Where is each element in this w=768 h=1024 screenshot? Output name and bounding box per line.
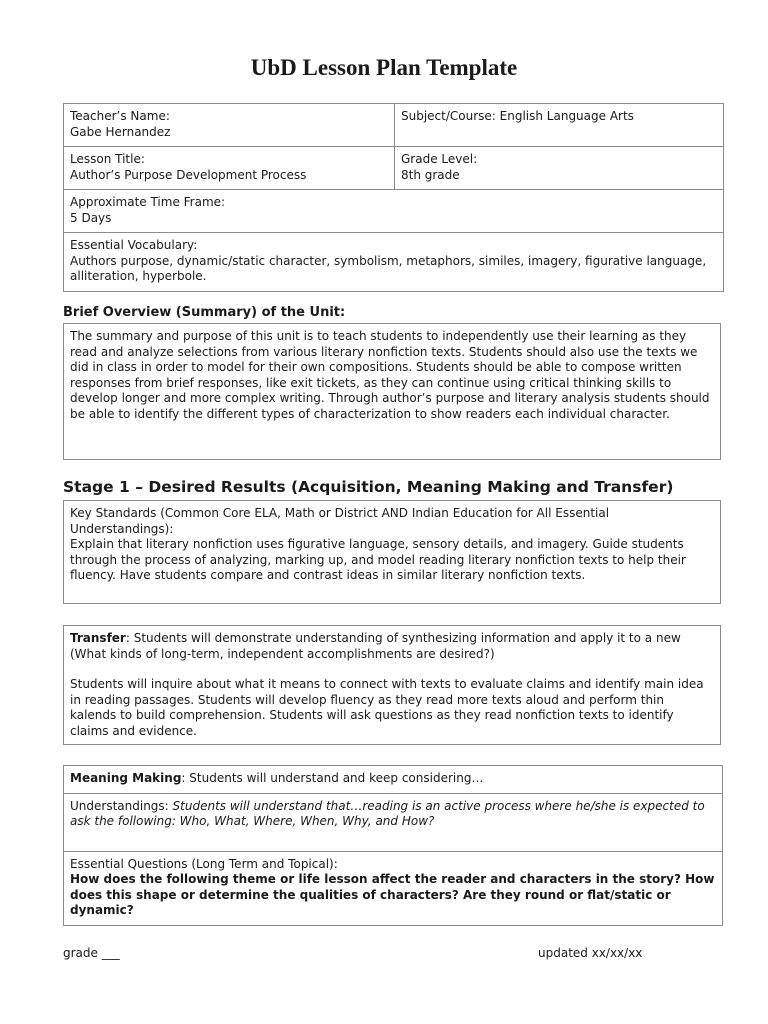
subject-text: Subject/Course: English Language Arts xyxy=(401,109,634,123)
lesson-info-table xyxy=(63,103,724,292)
transfer-label: Transfer xyxy=(70,631,126,645)
info-row-time xyxy=(64,190,724,233)
lesson-label: Lesson Title: xyxy=(70,152,145,166)
overview-text: The summary and purpose of this unit is to teach students to independently use their learning as they read and analyze selections from various literary nonfiction texts. Students should also use the texts we did in class in order to model for their own compositions. Students should be able to compose written responses from brief responses, like exit tickets, as they can continue using critical thinking skills to develop longer and more complex writing. Through author’s purpose and literary analysis students should be able to identify the different types of characterization to show readers each individual character. xyxy=(70,329,710,421)
vocab-value: Authors purpose, dynamic/static character, symbolism, metaphors, similes, imagery, figurative language, alliteration, hyperbole. xyxy=(70,253,707,283)
lesson-value: Author’s Purpose Development Process xyxy=(70,167,307,182)
standards-box xyxy=(63,500,721,604)
meaning-row-understandings xyxy=(64,793,723,851)
standards-text: Explain that literary nonfiction uses figurative language, sensory details, and imagery. Guide students through the process of analyzing, marking up, and model reading literary nonfiction texts to help their fluency. Have students compare and contrast ideas in similar literary nonfiction texts. xyxy=(70,537,686,582)
info-row-teacher xyxy=(64,104,724,147)
info-row-vocab xyxy=(64,233,724,292)
understandings-cell xyxy=(64,793,723,851)
meaning-header-cell xyxy=(64,766,723,794)
grade-cell xyxy=(395,147,724,190)
info-row-lesson xyxy=(64,147,724,190)
grade-label: Grade Level: xyxy=(401,152,478,166)
questions-label: Essential Questions (Long Term and Topical): xyxy=(70,856,338,871)
footer-grade: grade ___ xyxy=(63,946,120,960)
understandings-text: Students will understand that…reading is an active process where he/she is expected to ask the following: Who, What, Where, When, Why, and How? xyxy=(70,798,705,828)
understandings-label: Understandings: xyxy=(70,798,173,813)
transfer-box xyxy=(63,625,721,745)
meaning-intro: : Students will understand and keep considering… xyxy=(181,771,484,785)
page-title: UbD Lesson Plan Template xyxy=(250,55,518,80)
vocab-cell xyxy=(64,233,724,292)
transfer-text: Students will inquire about what it means to connect with texts to evaluate claims and identify main idea in reading passages. Students will develop fluency as they read more texts aloud and perform thin kalends to build comprehension. Students will ask questions as they read nonfiction texts to identify claims and evidence. xyxy=(70,677,704,738)
meaning-making-table xyxy=(63,765,723,926)
grade-value: 8th grade xyxy=(401,167,460,182)
teacher-label: Teacher’s Name: xyxy=(70,109,170,123)
subject-cell xyxy=(395,104,724,147)
meaning-row-header xyxy=(64,766,723,794)
questions-cell xyxy=(64,851,723,925)
questions-text: How does the following theme or life lesson affect the reader and characters in the story? How does this shape or determine the qualities of characters? Are they round or flat/static or dynamic? xyxy=(70,872,715,917)
transfer-intro: : Students will demonstrate understanding of synthesizing information and apply it to a new (What kinds of long-term, independent accomplishments are desired?) xyxy=(70,631,681,661)
teacher-value: Gabe Hernandez xyxy=(70,124,171,139)
overview-heading: Brief Overview (Summary) of the Unit: xyxy=(63,305,346,320)
footer-updated: updated xx/xx/xx xyxy=(538,946,643,960)
standards-label: Key Standards (Common Core ELA, Math or District AND Indian Education for All Essential Understandings): xyxy=(70,506,610,536)
vocab-label: Essential Vocabulary: xyxy=(70,238,198,252)
meaning-row-questions xyxy=(64,851,723,925)
stage1-heading: Stage 1 – Desired Results (Acquisition, Meaning Making and Transfer) xyxy=(63,478,674,496)
overview-box xyxy=(63,323,721,460)
teacher-cell xyxy=(64,104,395,147)
lesson-cell xyxy=(64,147,395,190)
transfer-intro-line xyxy=(70,631,714,662)
meaning-label: Meaning Making xyxy=(70,771,182,785)
time-label: Approximate Time Frame: xyxy=(70,195,226,209)
time-cell xyxy=(64,190,724,233)
time-value: 5 Days xyxy=(70,210,112,225)
